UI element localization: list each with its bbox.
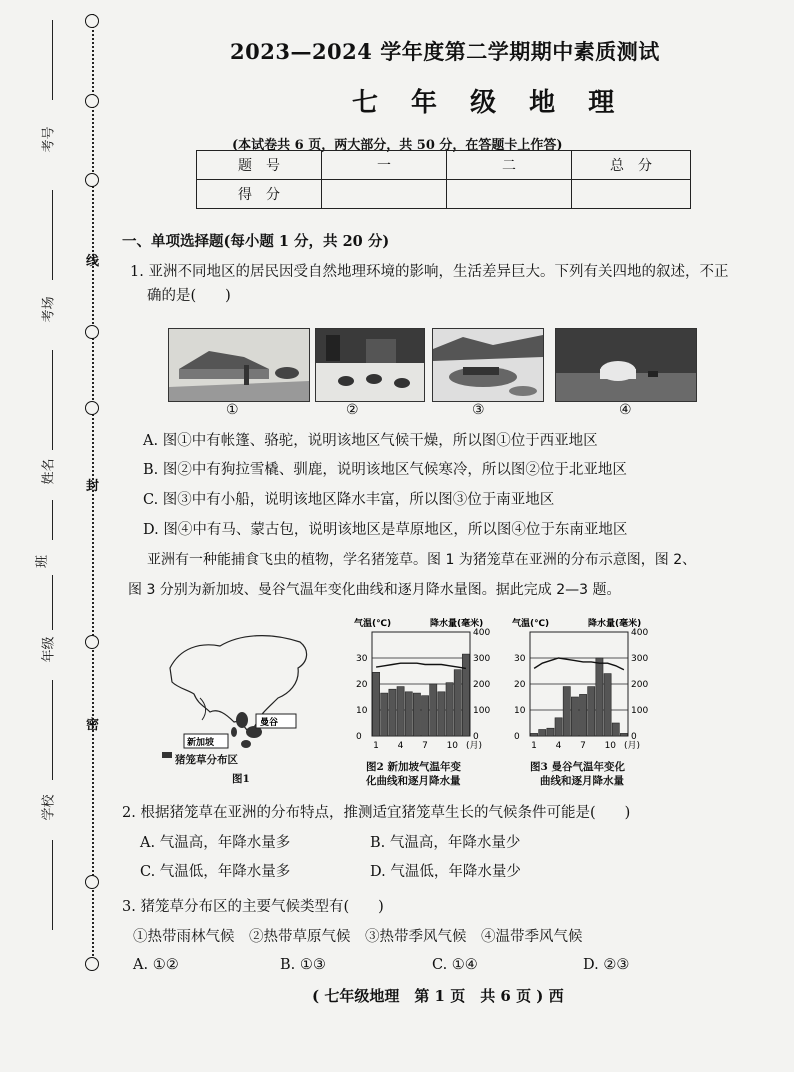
x-tick: 1 [373,741,379,751]
section-heading: 一、单项选择题(每小题 1 分，共 20 分) [122,233,390,250]
page-footer: ( 七年级地理 第 1 页 共 6 页 ) 西 [312,987,564,1005]
score-cell: 总 分 [572,151,691,180]
precip-bar [531,733,538,736]
y-right-tick: 300 [631,654,649,664]
photo-dog-sled [315,328,425,402]
q3-option-a: A. ①② [133,957,179,973]
q3-option-c: C. ①④ [432,957,478,973]
binding-hole [85,14,99,28]
exam-title: 2023—2024 学年度第二学期期中素质测试 [230,39,660,64]
y-right-tick: 200 [473,680,491,690]
margin-rule [52,20,53,100]
binding-hole [85,957,99,971]
x-tick: 4 [555,741,562,751]
q1-option-b: B. 图②中有狗拉雪橇、驯鹿，说明该地区气候寒冷，所以图②位于北亚地区 [143,462,627,478]
x-tick: 7 [580,741,586,751]
precip-bar [389,689,396,736]
score-table [196,150,691,209]
x-tick: 4 [397,741,404,751]
margin-rule [52,500,53,540]
score-table-row [197,151,691,180]
exam-note: (本试卷共 6 页，两大部分，共 50 分，在答题卡上作答) [232,138,563,153]
label-school: 学校 [41,794,57,821]
x-tick: 7 [422,741,428,751]
seal-char-mi: 密 [86,718,100,733]
q2-stem: 2. 根据猪笼草在亚洲的分布特点，推测适宜猪笼草生长的气候条件可能是( ) [122,805,631,821]
y-left-tick: 30 [356,654,368,664]
y-left-tick: 30 [514,654,526,664]
singapore-climate-chart [352,614,502,764]
precip-bar [413,693,420,736]
precip-bar [555,718,562,736]
y-left-tick: 20 [356,680,368,690]
passage-line1: 亚洲有一种能捕食飞虫的植物，学名猪笼草。图 1 为猪笼草在亚洲的分布示意图，图 2、 [147,552,697,568]
precip-bar [373,672,380,736]
x-tick: 1 [531,741,537,751]
y-right-tick: 0 [631,732,637,742]
label-bangkok: 曼谷 [260,718,279,728]
temperature-curve [534,658,624,670]
precip-bar [446,683,453,736]
binding-hole [85,875,99,889]
precip-bar [580,694,587,736]
q1-option-c: C. 图③中有小船，说明该地区降水丰富，所以图③位于南亚地区 [143,492,555,508]
x-unit: (月) [624,741,641,751]
q3-option-d: D. ②③ [583,957,630,973]
precip-bar [604,674,611,736]
y-right-label: 降水量(毫米) [430,619,484,629]
photo-number: ② [346,402,359,418]
score-cell-empty[interactable] [322,180,447,209]
label-name: 姓名 [41,458,57,485]
precip-bar [430,684,437,736]
precip-bar [454,670,461,736]
map-legend: 猪笼草分布区 [175,754,238,766]
y-right-tick: 0 [473,732,479,742]
precip-bar [596,658,603,736]
y-right-tick: 100 [631,706,649,716]
chart2-caption-line1: 图2 新加坡气温年变 [366,761,461,773]
temperature-curve [376,663,466,668]
photo-yurt-grassland [555,328,697,402]
precip-bar [588,687,595,736]
score-table-row [197,180,691,209]
precip-bar [405,692,412,736]
q2-option-d: D. 气温低，年降水量少 [370,864,521,880]
binding-hole [85,401,99,415]
legend-swatch [162,752,172,758]
x-tick: 10 [604,741,617,751]
y-right-tick: 400 [473,628,491,638]
y-left-tick: 0 [356,732,362,742]
binding-hole [85,173,99,187]
photo-number: ① [226,402,239,418]
q2-option-c: C. 气温低，年降水量多 [140,864,291,880]
q3-climate-list: ①热带雨林气候 ②热带草原气候 ③热带季风气候 ④温带季风气候 [133,929,583,945]
binding-hole [85,94,99,108]
precip-bar [422,696,429,736]
y-left-tick: 0 [514,732,520,742]
chart3-caption-line2: 曲线和逐月降水量 [540,775,624,787]
y-left-label: 气温(℃) [354,619,392,629]
q1-option-d: D. 图④中有马、蒙古包，说明该地区是草原地区，所以图④位于东南亚地区 [143,522,628,538]
margin-rule [52,680,53,780]
y-right-tick: 100 [473,706,491,716]
photo-number: ④ [619,402,632,418]
y-left-tick: 10 [356,706,368,716]
y-right-tick: 300 [473,654,491,664]
precip-bar [563,687,570,736]
y-right-tick: 400 [631,628,649,638]
y-left-label: 气温(℃) [512,619,550,629]
seal-char-xian: 线 [86,254,100,269]
margin-rule [52,575,53,630]
y-right-label: 降水量(毫米) [588,619,642,629]
precip-bar [438,692,445,736]
margin-rule [52,350,53,450]
precip-bar [571,697,578,736]
q3-stem: 3. 猪笼草分布区的主要气候类型有( ) [122,899,384,915]
precip-bar [547,728,554,736]
margin-rule [52,840,53,930]
subject-title: 七 年 级 地 理 [352,88,627,118]
q2-option-a: A. 气温高，年降水量多 [140,835,291,851]
x-tick: 10 [446,741,459,751]
label-exam-room: 考场 [41,296,57,323]
map-caption: 图1 [232,773,250,785]
precip-bar [462,654,469,736]
y-left-tick: 10 [514,706,526,716]
label-singapore: 新加坡 [187,738,215,748]
precip-bar [381,693,388,736]
score-cell: 得 分 [197,180,322,209]
y-left-tick: 20 [514,680,526,690]
margin-rule [52,190,53,280]
precip-bar [612,723,619,736]
q3-option-b: B. ①③ [280,957,326,973]
chart2-caption-line2: 化曲线和逐月降水量 [366,775,461,787]
precip-bar [397,687,404,736]
photo-number: ③ [472,402,485,418]
precip-bar [539,730,546,737]
score-cell: 一 [322,151,447,180]
q1-stem-line2: 确的是( ) [147,288,231,304]
seal-char-feng: 封 [86,479,100,494]
q1-option-a: A. 图①中有帐篷、骆驼，说明该地区气候干燥，所以图①位于西亚地区 [143,433,598,449]
binding-hole [85,325,99,339]
q1-stem: 1. 亚洲不同地区的居民因受自然地理环境的影响，生活差异巨大。下列有关四地的叙述，不正 [130,264,729,280]
y-right-tick: 200 [631,680,649,690]
passage-line2: 图 3 分别为新加坡、曼谷气温年变化曲线和逐月降水量图。据此完成 2—3 题。 [128,582,621,598]
q2-option-b: B. 气温高，年降水量少 [370,835,521,851]
label-exam-number: 考号 [41,126,57,153]
binding-hole [85,635,99,649]
score-cell: 二 [447,151,572,180]
asia-map [160,628,320,758]
bangkok-climate-chart [510,614,660,764]
label-grade: 年级 [41,636,57,663]
photo-desert-tents [168,328,310,402]
photo-boats [432,328,544,402]
score-cell-empty[interactable] [447,180,572,209]
x-unit: (月) [466,741,483,751]
label-class: 班 [35,554,51,569]
score-cell: 题 号 [197,151,322,180]
precip-bar [620,733,627,736]
chart3-caption-line1: 图3 曼谷气温年变化 [530,761,625,773]
score-cell-empty[interactable] [572,180,691,209]
